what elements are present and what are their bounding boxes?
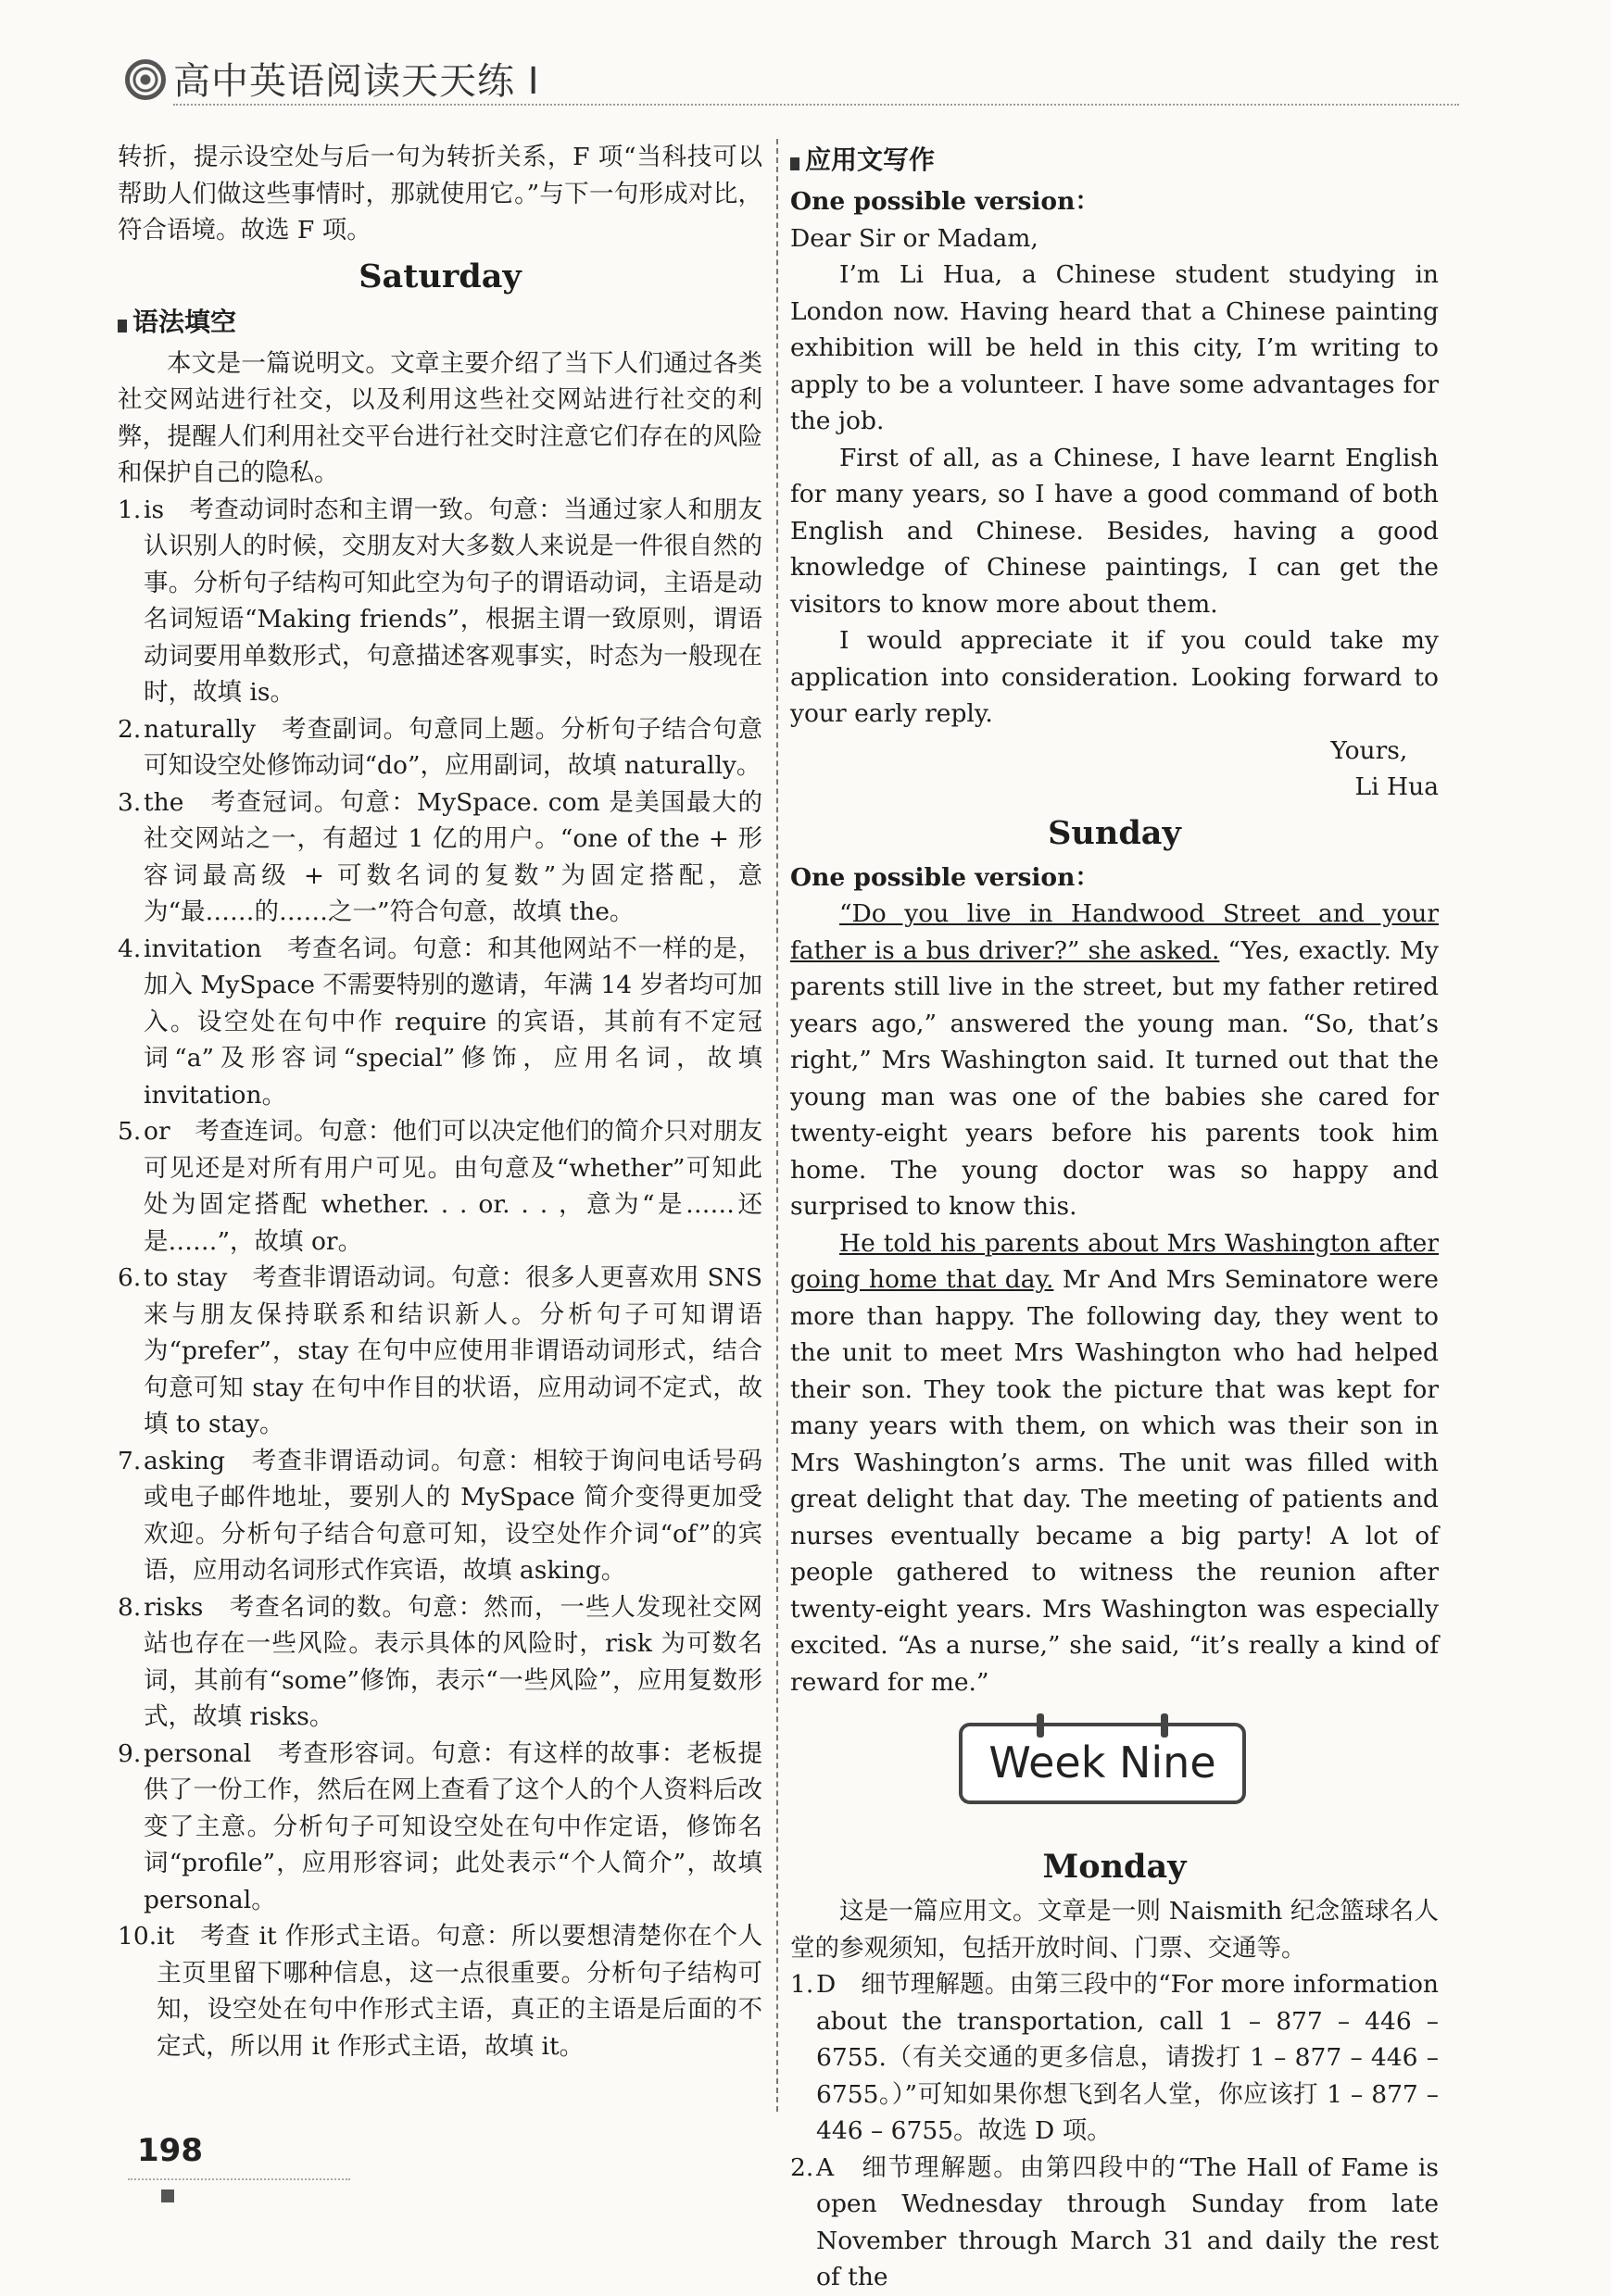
page-header <box>125 48 1459 113</box>
underlined-sentence: He told his parents about Mrs Washington after going home that day. <box>790 1228 1439 1294</box>
item-number: 7. <box>118 1446 142 1475</box>
item-number: 4. <box>118 934 142 963</box>
summary-paragraph: 这是一篇应用文。文章是一则 Naismith 纪念篮球名人堂的参观须知，包括开放时间、门票、交通等。 <box>790 1897 1439 1963</box>
item-number: 2. <box>790 2152 814 2182</box>
answer-item <box>118 1260 762 1443</box>
header-rule <box>173 104 1459 106</box>
day-heading-monday: Monday <box>1042 1848 1187 1886</box>
intro-paragraph: 转折，提示设空处与后一句为转折关系，F 项“当科技可以帮助人们做这些事情时，那就使用它。”与下一句形成对比，符合语境。故选 F 项。 <box>118 143 762 245</box>
answer-item <box>118 1113 762 1260</box>
left-column <box>118 139 762 2064</box>
page-number: 198 <box>137 2132 203 2169</box>
answer-item <box>118 492 762 711</box>
letter-paragraph: First of all, as a Chinese, I have learnt English for many years, so I have a good command of both English and Chinese. Besides, having a good knowledge of Chinese paintings, I can get the visitors to know more about them. <box>790 443 1439 619</box>
letter-signature: Li Hua <box>1354 772 1439 801</box>
answer-list <box>118 492 762 2065</box>
item-number: 8. <box>118 1592 142 1622</box>
book-title: 高中英语阅读天天练 Ⅰ <box>173 60 540 103</box>
answer-item <box>790 1966 1439 2150</box>
letter-paragraph: I’m Li Hua, a Chinese student studying in London now. Having heard that a Chinese painting exhibition will be held in this city, I’m writing to apply to be a volunteer. I have some advantages for the job. <box>790 260 1439 435</box>
paragraph-text: Mr And Mrs Seminatore were more than happy. The following day, they went to the unit to meet Mrs Washington who had helped their son. They took the picture that was kept for many years with them, on which was their son in Mrs Washington’s arms. The unit was filled with great delight that day. The meeting of patients and nurses eventually became a big party! A lot of people gathered to witness the reunion after twenty-eight years. Mrs Washington was especially excited. “As a nurse,” she said, “it’s really a kind of reward for me.” <box>790 1265 1439 1697</box>
footer-rule <box>128 2178 350 2180</box>
answer-item <box>118 1589 762 1736</box>
week-banner <box>790 1700 1439 1839</box>
item-text: invitation 考查名词。句意：和其他网站不一样的是，加入 MySpace 不需要特别的邀请，年满 14 岁者均可加入。设空处在句中作 require 的宾语，其前有不定冠词“a”及形容词“special”修饰，应用名词，故填 invitation。 <box>144 934 762 1110</box>
day-heading-sunday: Sunday <box>1048 813 1181 852</box>
item-text: personal 考查形容词。句意：有这样的故事：老板提供了一份工作，然后在网上查看了这个人的个人资料后改变了主意。分析句子可知设空处在句中作定语，修饰名词“profile”，应用形容词；此处表示“个人简介”，故填 personal。 <box>144 1738 762 1914</box>
day-heading-saturday: Saturday <box>359 257 522 295</box>
item-number: 6. <box>118 1263 142 1292</box>
item-number: 1. <box>790 1970 814 1999</box>
answer-item <box>118 711 762 784</box>
letter-closing <box>790 733 1439 770</box>
item-number: 1. <box>118 495 142 524</box>
letter-paragraph: I would appreciate it if you could take my application into consideration. Looking forward to your early reply. <box>790 626 1439 728</box>
section-marker-icon <box>118 320 127 332</box>
version-label: One possible version： <box>790 862 1100 892</box>
answer-item <box>118 784 762 931</box>
section-label: 语法填空 <box>132 306 237 337</box>
summary-paragraph: 本文是一篇说明文。文章主要介绍了当下人们通过各类社交网站进行社交，以及利用这些社交网站进行社交的利弊，提醒人们利用社交平台进行社交时注意它们存在的风险和保护自己的隐私。 <box>118 348 762 487</box>
week-label: Week Nine <box>988 1738 1216 1788</box>
item-text: A 细节理解题。由第四段中的“The Hall of Fame is open Wednesday through Sunday from late November through March 31 and daily the rest of the <box>816 2152 1439 2291</box>
item-text: is 考查动词时态和主谓一致。句意：当通过家人和朋友认识别人的时候，交朋友对大多数人来说是一件很自然的事。分析句子结构可知此空为句子的谓语动词，主语是动名词短语“Making friends”，根据主谓一致原则，谓语动词要用单数形式，句意描述客观事实，时态为一般现在时，故填 is。 <box>144 495 762 707</box>
answer-item <box>118 931 762 1114</box>
tag-hook-icon <box>1037 1713 1044 1738</box>
continuation-paragraph <box>790 896 1439 1225</box>
item-text: or 考查连词。句意：他们可以决定他们的简介只对朋友可见还是对所有用户可见。由句意及“whether”可知此处为固定搭配 whether. . . or. . . ，意为“是……还是……”，故填 or。 <box>144 1117 762 1256</box>
item-text: it 考查 it 作形式主语。句意：所以要想清楚你在个人主页里留下哪种信息，这一点很重要。分析句子结构可知，设空处在句中作形式主语，真正的主语是后面的不定式，所以用 it 作形式主语，故填 it。 <box>157 1922 762 2061</box>
section-label: 应用文写作 <box>805 144 936 175</box>
letter-salutation: Dear Sir or Madam, <box>790 223 1038 253</box>
item-number: 5. <box>118 1117 142 1146</box>
item-text: D 细节理解题。由第三段中的“For more information about the transportation, call 1 – 877 – 446 – 6755.（有关交通的更多信息，请拨打 1 – 877 – 446 – 6755。）”可知如果你想飞到名人堂，你应该打 1 – 877 – 446 – 6755。故选 D 项。 <box>816 1970 1439 2145</box>
section-heading-writing <box>790 141 1439 180</box>
footer-dot-icon <box>161 2189 174 2202</box>
section-marker-icon <box>790 157 799 170</box>
week-tag <box>959 1723 1246 1804</box>
right-column <box>790 139 1439 2296</box>
item-text: naturally 考查副词。句意同上题。分析句子结合句意可知设空处修饰动词“do”，应用副词，故填 naturally。 <box>144 714 762 780</box>
section-heading-grammar <box>118 303 762 342</box>
answer-item <box>118 1736 762 1919</box>
answer-list <box>790 1966 1439 2296</box>
answer-item <box>790 2150 1439 2296</box>
item-number: 3. <box>118 787 142 817</box>
column-divider <box>776 139 778 2112</box>
book-logo-icon <box>125 59 166 100</box>
item-text: asking 考查非谓语动词。句意：相较于询问电话号码或电子邮件地址，要别人的 MySpace 简介变得更加受欢迎。分析句子结合句意可知，设空处作介词“of”的宾语，应用动名词形式作宾语，故填 asking。 <box>144 1446 762 1585</box>
tag-hook-icon <box>1161 1713 1168 1738</box>
item-text: the 考查冠词。句意：MySpace. com 是美国最大的社交网站之一，有超过 1 亿的用户。“one of the + 形容词最高级 + 可数名词的复数”为固定搭配，意为“最……的……之一”符合句意，故填 the。 <box>144 787 762 926</box>
closing-text: Yours, <box>1330 735 1408 765</box>
item-text: to stay 考查非谓语动词。句意：很多人更喜欢用 SNS 来与朋友保持联系和结识新人。分析句子可知谓语为“prefer”，stay 在句中应使用非谓语动词形式，结合句意可知 stay 在句中作目的状语，应用动词不定式，故填 to stay。 <box>144 1263 762 1438</box>
item-number: 9. <box>118 1738 142 1768</box>
underlined-sentence: “Do you live in Handwood Street and your father is a bus driver?” she asked. <box>790 899 1439 965</box>
item-number: 2. <box>118 714 142 744</box>
paragraph-text: “Yes, exactly. My parents still live in the street, but my father retired years ago,” answered the young man. “So, that’s right,” Mrs Washington said. It turned out that the young man was one of the babies she cared for twenty-eight years before his parents took him home. The young doctor was so happy and surprised to know this. <box>790 935 1439 1221</box>
continuation-paragraph <box>790 1225 1439 1701</box>
answer-item <box>118 1918 762 2064</box>
version-label: One possible version： <box>790 187 1100 216</box>
item-text: risks 考查名词的数。句意：然而，一些人发现社交网站也存在一些风险。表示具体的风险时，risk 为可数名词，其前有“some”修饰，表示“一些风险”，应用复数形式，故填 risks。 <box>144 1592 762 1731</box>
answer-item <box>118 1443 762 1589</box>
item-number: 10. <box>118 1922 157 1951</box>
